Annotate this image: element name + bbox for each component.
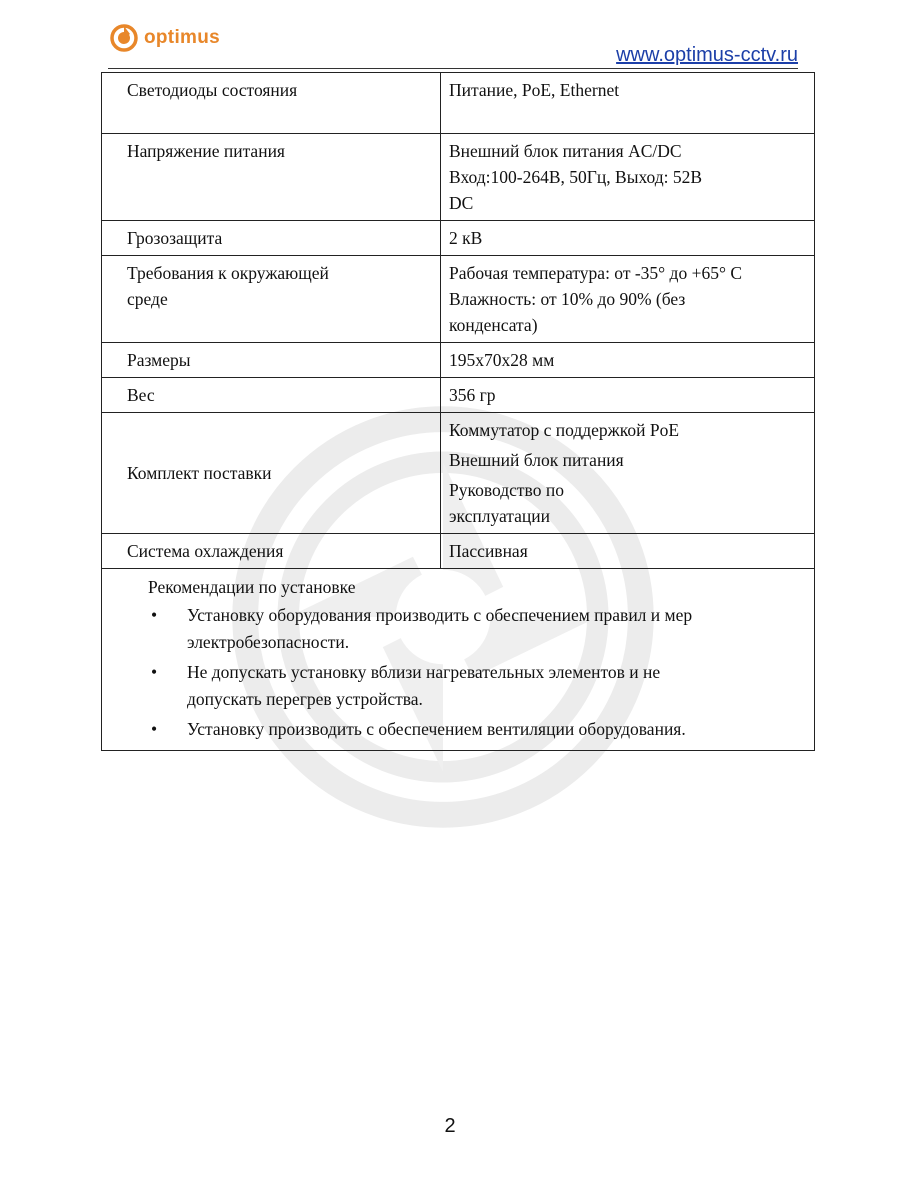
list-item: • Установку оборудования производить с обеспечением правил и мер электробезопасности. <box>102 602 806 656</box>
brand-logo <box>110 24 220 52</box>
spec-label: Напряжение питания <box>102 134 441 221</box>
spec-label: Система охлаждения <box>102 534 441 569</box>
brand-name: optimus <box>144 27 220 48</box>
spec-row-cooling <box>102 534 815 569</box>
spec-label: Комплект поставки <box>102 413 441 534</box>
recommendations-cell <box>102 569 815 751</box>
spec-label: Светодиоды состояния <box>102 73 441 134</box>
spec-value: 195х70х28 мм <box>441 343 815 378</box>
optimus-logo-icon <box>110 24 138 52</box>
recommendations-list <box>102 602 806 743</box>
spec-value: 2 кВ <box>441 221 815 256</box>
spec-row-package-contents <box>102 413 815 534</box>
recommendations-title: Рекомендации по установке <box>148 577 356 597</box>
bullet-icon: • <box>151 605 158 625</box>
spec-value: Питание, PoE, Ethernet <box>441 73 815 134</box>
list-item: • Установку производить с обеспечением вентиляции оборудования. <box>102 716 806 743</box>
spec-label: Требования к окружающей среде <box>102 256 441 343</box>
recommendations-row <box>102 569 815 751</box>
bullet-icon: • <box>151 662 158 682</box>
spec-row-status-leds <box>102 73 815 134</box>
website-link[interactable]: www.optimus-cctv.ru <box>616 44 798 66</box>
header-divider <box>108 68 798 69</box>
list-item: • Не допускать установку вблизи нагревательных элементов и не допускать перегрев устройства. <box>102 659 806 713</box>
spec-value: Коммутатор с поддержкой PoE Внешний блок питания Руководство по эксплуатации <box>441 413 815 534</box>
page-number: 2 <box>444 1115 456 1137</box>
spec-label: Вес <box>102 378 441 413</box>
spec-value: Рабочая температура: от -35° до +65° С Влажность: от 10% до 90% (без конденсата) <box>441 256 815 343</box>
spec-value: 356 гр <box>441 378 815 413</box>
spec-value: Внешний блок питания AC/DC Вход:100-264В, 50Гц, Выход: 52В DC <box>441 134 815 221</box>
spec-row-weight <box>102 378 815 413</box>
spec-label: Размеры <box>102 343 441 378</box>
spec-label: Грозозащита <box>102 221 441 256</box>
specifications-table <box>101 72 815 751</box>
spec-value: Пассивная <box>441 534 815 569</box>
spec-row-surge-protection <box>102 221 815 256</box>
spec-row-dimensions <box>102 343 815 378</box>
spec-row-environment <box>102 256 815 343</box>
bullet-icon: • <box>151 719 158 739</box>
spec-row-power-supply <box>102 134 815 221</box>
